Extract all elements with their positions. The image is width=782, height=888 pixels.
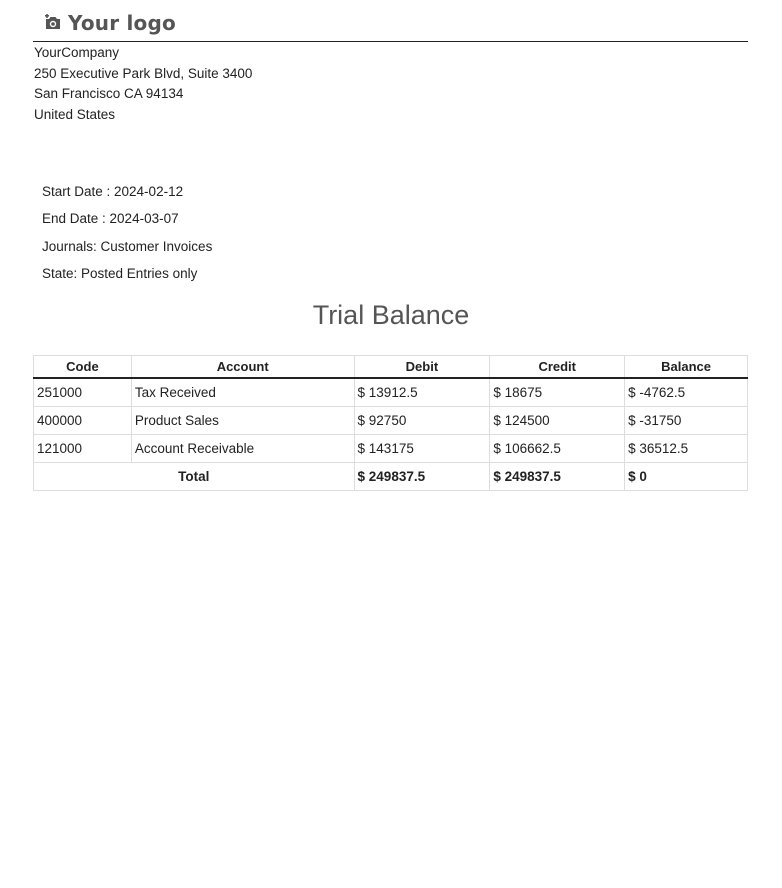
cell-balance: $ 36512.5	[625, 435, 748, 463]
company-name: YourCompany	[34, 45, 120, 60]
cell-account: Tax Received	[131, 378, 354, 407]
filter-state: State: Posted Entries only	[42, 266, 198, 282]
cell-balance: $ -31750	[625, 407, 748, 435]
table-row	[34, 435, 748, 463]
report-filters	[42, 182, 212, 292]
report-title: Trial Balance	[312, 300, 470, 330]
table-row	[34, 378, 748, 407]
header-code: Code	[34, 356, 132, 379]
cell-debit: $ 13912.5	[354, 378, 490, 407]
cell-credit: $ 106662.5	[490, 435, 625, 463]
cell-code: 121000	[34, 435, 132, 463]
total-balance: $ 0	[625, 463, 748, 491]
filter-start-date: Start Date : 2024-02-12	[42, 184, 184, 199]
header-credit: Credit	[490, 356, 625, 379]
cell-balance: $ -4762.5	[625, 378, 748, 407]
header-divider	[33, 41, 748, 42]
company-address	[34, 43, 252, 125]
table-header-row	[34, 356, 748, 379]
total-row	[34, 463, 748, 491]
total-debit: $ 249837.5	[354, 463, 490, 491]
cell-account: Account Receivable	[131, 435, 354, 463]
cell-account: Product Sales	[131, 407, 354, 435]
cell-code: 251000	[34, 378, 132, 407]
table-row	[34, 407, 748, 435]
header-account: Account	[131, 356, 354, 379]
cell-debit: $ 92750	[354, 407, 490, 435]
filter-end-date: End Date : 2024-03-07	[42, 211, 179, 227]
camera-icon	[44, 14, 62, 32]
cell-credit: $ 18675	[490, 378, 625, 407]
total-credit: $ 249837.5	[490, 463, 625, 491]
cell-code: 400000	[34, 407, 132, 435]
logo-text: Your logo	[68, 11, 176, 35]
address-country: United States	[34, 106, 116, 122]
address-line-2: San Francisco CA 94134	[34, 86, 184, 101]
company-logo	[44, 9, 176, 37]
filter-journals: Journals: Customer Invoices	[42, 238, 213, 254]
trial-balance-table	[33, 355, 748, 491]
header-debit: Debit	[354, 356, 490, 379]
address-line-1: 250 Executive Park Blvd, Suite 3400	[34, 65, 253, 81]
cell-debit: $ 143175	[354, 435, 490, 463]
header-balance: Balance	[625, 356, 748, 379]
total-label: Total	[34, 463, 355, 491]
cell-credit: $ 124500	[490, 407, 625, 435]
